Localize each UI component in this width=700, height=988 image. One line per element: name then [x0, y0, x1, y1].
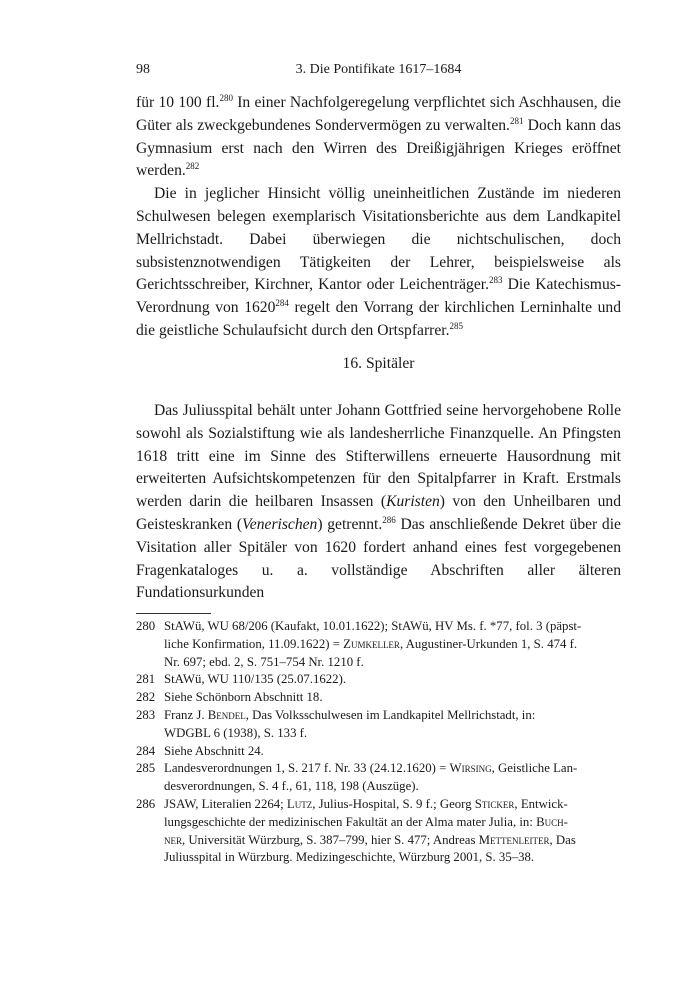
footnote: 283 Franz J. Bendel, Das Volksschulwesen im Landkapitel Mellrichstadt, in: WDGBL 6 (1938), S. 133 f. — [136, 707, 621, 743]
page-header — [136, 62, 621, 82]
paragraph-1: für 10 100 fl.$^{280}$ In einer Nachfolgeregelung verpflichtet sich Aschhausen, die Güter als zweckgebundenes Sondervermögen zu verwalten.$^{281}$ Doch kann das Gymnasium erst nach den Wirren des Dreißigjährigen Krieges eröffnet werden.$^{282}$ — [136, 93, 621, 180]
footnote-number: 282 — [136, 690, 156, 705]
footnote: 284 Siehe Abschnitt 24. — [136, 743, 621, 761]
body-text-bottom — [136, 400, 621, 605]
paragraph-3: Das Juliusspital behält unter Johann Gottfried seine hervorgehobene Rolle sowohl als Sozialstiftung wie als landesherrliche Finanzquelle. An Pfingsten 1618 tritt eine im Sinne des Stifterwillens erneuerte Hausordnung mit erweiterten Aufsichtskompetenzen für den Spitalpfarrer in Kraft. Erstmals werden darin die heilbaren Insassen (Kuristen) von den Unheilbaren und Geisteskranken (Venerischen) getrennt.$^{286}$ Das anschließende Dekret über die Visitation aller Spitäler von 1620 fordert anhand eines fest vorgegebenen Fragenkataloges u. a. vollständige Abschriften aller älteren Fundationsurkunden — [136, 402, 621, 602]
footnote: 286 JSAW, Literalien 2264; Lutz, Julius-Hospital, S. 9 f.; Georg Sticker, Entwick- lungsgeschichte der medizinischen Fakultät an der Alma mater Julia, in: Buch- ner, Universität Würzburg, S. 387–799, hier S. 477; Andreas Mettenleiter, Das Juliusspital in Würzburg. Medizingeschichte, Würzburg 2001, S. 35–38. — [136, 796, 621, 867]
footnote-number: 281 — [136, 672, 156, 687]
footnote-ref[interactable]: 281 — [509, 115, 524, 126]
footnote-number: 283 — [136, 707, 156, 722]
section-heading: 16. Spitäler — [342, 355, 415, 372]
footnote-number: 285 — [136, 761, 156, 776]
page-number: 98 — [136, 62, 150, 77]
footnote-ref[interactable]: 284 — [275, 298, 289, 309]
footnote-ref[interactable]: 283 — [489, 275, 503, 286]
body-text-top — [136, 92, 621, 343]
paragraph-2: Die in jeglicher Hinsicht völlig uneinheitlichen Zustände im niederen Schulwesen belegen exemplarisch Visitationsberichte aus dem Landkapitel Mellrichstadt. Dabei überwiegen die nichtschulischen, doch subsistenznotwendigen Tätigkeiten der Lehrer, beispielsweise als Gerichtsschreiber, Kirchner, Kantor oder Leichenträger.$^{283}$ Die Katechismus-Verordnung von 1620$^{284}$ regelt den Vorrang der kirchlichen Lerninhalte und die geistliche Schulaufsicht durch den Ortspfarrer.$^{285}$ — [136, 185, 622, 339]
footnote-ref[interactable]: 282 — [185, 161, 200, 172]
footnote-ref[interactable]: 285 — [449, 320, 464, 331]
footnote-number: 280 — [136, 619, 156, 633]
footnote: 285 Landesverordnungen 1, S. 217 f. Nr. 33 (24.12.1620) = Wirsing, Geistliche Lan- desverordnungen, S. 4 f., 61, 118, 198 (Auszüge). — [136, 760, 621, 796]
footnote-separator — [136, 613, 211, 614]
footnote: 282 Siehe Schönborn Abschnitt 18. — [136, 689, 621, 707]
running-head: 3. Die Pontifikate 1617–1684 — [295, 62, 462, 77]
footnote: 281 StAWü, WU 110/135 (25.07.1622). — [136, 671, 621, 689]
footnote-number: 284 — [136, 743, 156, 758]
footnote: 280 StAWü, WU 68/206 (Kaufakt, 10.01.1622); StAWü, HV Ms. f. *77, fol. 3 (päpst- liche Konfirmation, 11.09.1622) = Zumkeller, Augustiner-Urkunden 1, S. 474 f. Nr. 697; ebd. 2, S. 751–754 Nr. 1210 f. — [136, 618, 621, 671]
footnote-ref[interactable]: 280 — [219, 93, 233, 103]
footnotes — [136, 618, 621, 867]
footnote-ref[interactable]: 286 — [382, 514, 396, 525]
footnote-number: 286 — [136, 796, 156, 811]
